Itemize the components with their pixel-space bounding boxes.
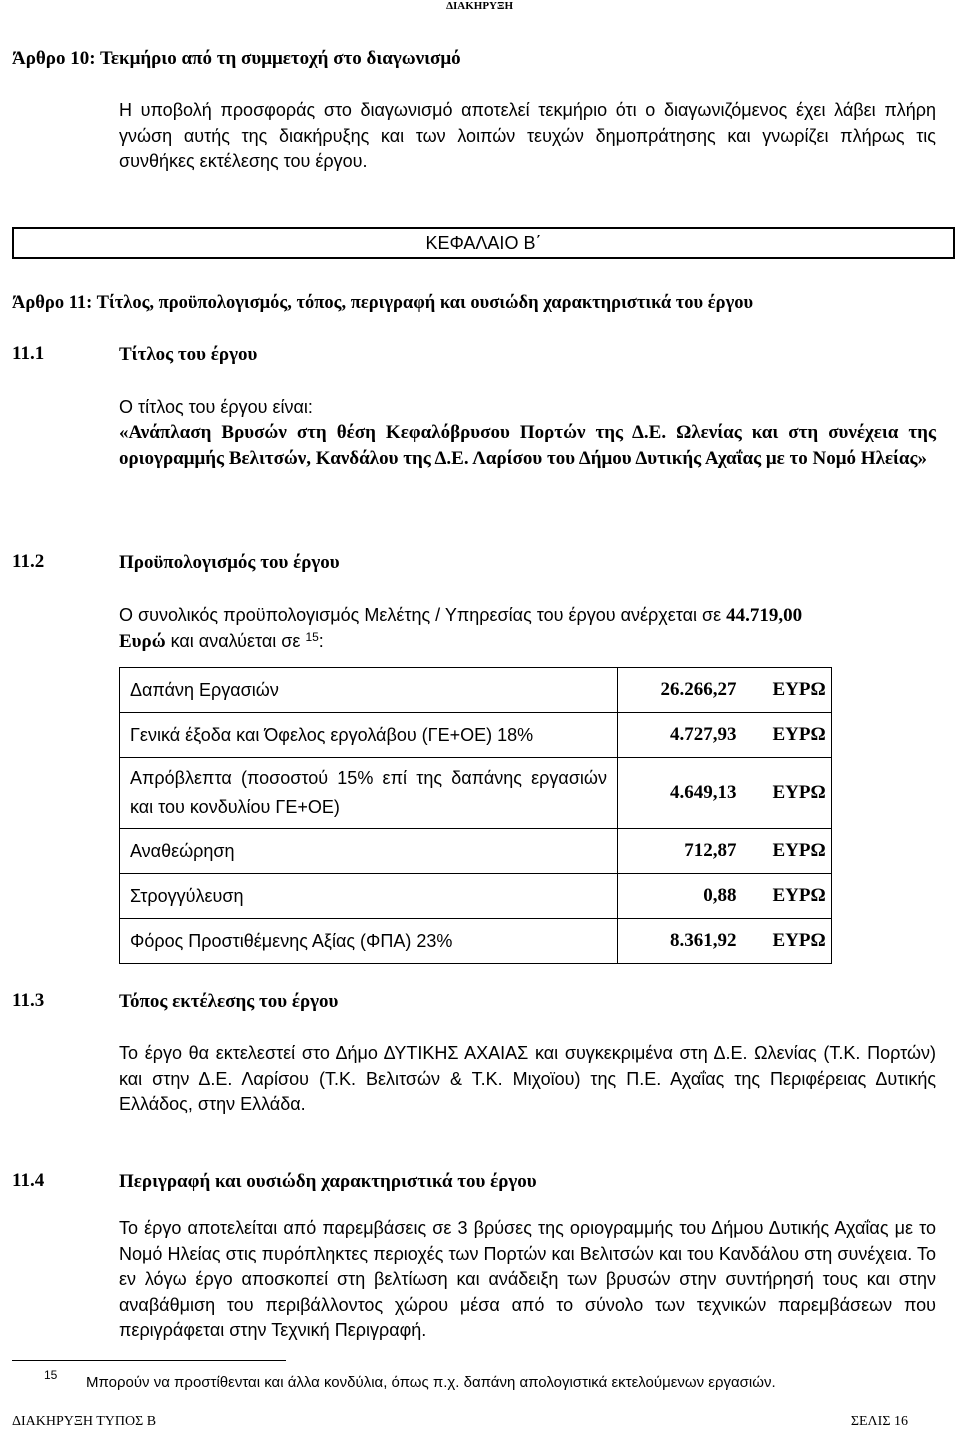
table-row xyxy=(120,874,832,919)
section-11-1-heading: Τίτλος του έργου xyxy=(119,344,258,365)
section-11-3-heading: Τόπος εκτέλεσης του έργου xyxy=(119,991,339,1012)
budget-text-b: και αναλύεται σε xyxy=(165,630,306,651)
article-10-body: Η υποβολή προσφοράς στο διαγωνισμό αποτελεί τεκμήριο ότι ο διαγωνιζόμενος έχει λάβει πλήρη γνώση αυτής της διακήρυξης και των λοιπών τευχών δημοπράτησης και γνωρίζει πλήρως τις συνθήκες εκτέλεσης του έργου. xyxy=(119,100,936,171)
budget-row-amount: 4.727,93 xyxy=(618,713,741,758)
budget-row-amount: 8.361,92 xyxy=(618,919,741,964)
section-11-4-number: 11.4 xyxy=(12,1170,45,1191)
budget-row-amount: 4.649,13 xyxy=(618,758,741,829)
section-11-3-body: Το έργο θα εκτελεστεί στο Δήμο ΔΥΤΙΚΗΣ ΑΧΑΙΑΣ και συγκεκριμένα στη Δ.Ε. Ωλενίας (Τ.Κ. Πορτών) και στην Δ.Ε. Λαρίσου (Τ.Κ. Βελιτσών & Τ.Κ. Μιχοϊου) της Π.Ε. Αχαΐας της Περιφέρειας Δυτικής Ελλάδος, στην Ελλάδα. xyxy=(119,1043,936,1114)
article-11-title: Άρθρο 11: Τίτλος, προϋπολογισμός, τόπος, περιγραφή και ουσιώδη χαρακτηριστικά του έργου xyxy=(12,293,754,313)
budget-row-currency: ΕΥΡΩ xyxy=(741,713,832,758)
budget-row-currency: ΕΥΡΩ xyxy=(741,758,832,829)
section-11-4-body: Το έργο αποτελείται από παρεμβάσεις σε 3 βρύσες της οριογραμμής του Δήμου Δυτικής Αχαΐας με το Νομό Ηλείας στις πυρόπληκτες περιοχές των Πορτών και Βελιτσών και του Κανδάλου στη συνέχεια. Το εν λόγω έργο αποσκοπεί στη βελτίωση και ανάδειξη των βρυσών στην συντήρησή τους και στην αναβάθμιση του περιβάλλοντος χώρου μέσα από το σύνολο των τεχνικών παρεμβάσεων που περιγράφεται στην Τεχνική Περιγραφή. xyxy=(119,1218,936,1340)
footnote-ref: 15 xyxy=(305,629,319,644)
footer-document-type: ΔΙΑΚΗΡΥΞΗ ΤΥΠΟΣ Β xyxy=(12,1414,157,1429)
budget-currency-word: Ευρώ xyxy=(119,630,166,652)
budget-row-label: Φόρος Προστιθέμενης Αξίας (ΦΠΑ) 23% xyxy=(120,919,618,964)
section-11-1-intro: Ο τίτλος του έργου είναι: xyxy=(119,397,313,417)
table-row xyxy=(120,919,832,964)
budget-row-amount: 712,87 xyxy=(618,829,741,874)
chapter-title: ΚΕΦΑΛΑΙΟ Β΄ xyxy=(425,233,542,253)
budget-row-currency: ΕΥΡΩ xyxy=(741,919,832,964)
budget-paragraph xyxy=(119,603,936,654)
budget-row-label: Απρόβλεπτα (ποσοστού 15% επί της δαπάνης εργασιών και του κονδυλίου ΓΕ+ΟΕ) xyxy=(120,758,618,829)
budget-row-amount: 26.266,27 xyxy=(618,668,741,713)
table-row xyxy=(120,758,832,829)
footnote-text: Μπορούν να προστίθενται και άλλα κονδύλια, όπως π.χ. δαπάνη απολογιστικά εκτελούμενων εργασιών. xyxy=(86,1374,776,1391)
budget-text-c: : xyxy=(318,630,324,651)
budget-row-label: Στρογγύλευση xyxy=(120,874,618,919)
budget-total: 44.719,00 xyxy=(726,605,803,626)
budget-row-currency: ΕΥΡΩ xyxy=(741,668,832,713)
budget-table xyxy=(119,667,832,964)
budget-row-currency: ΕΥΡΩ xyxy=(741,874,832,919)
budget-row-label: Γενικά έξοδα και Όφελος εργολάβου (ΓΕ+ΟΕ) 18% xyxy=(120,713,618,758)
budget-row-amount: 0,88 xyxy=(618,874,741,919)
footnote-number: 15 xyxy=(44,1368,58,1382)
table-row xyxy=(120,668,832,713)
project-title: «Ανάπλαση Βρυσών στη θέση Κεφαλόβρυσου Πορτών της Δ.Ε. Ωλενίας και στη συνέχεια της οριογραμμής Βελιτσών, Κανδάλου της Δ.Ε. Λαρίσου του Δήμου Δυτικής Αχαΐας με το Νομό Ηλείας» xyxy=(119,422,936,469)
table-row xyxy=(120,829,832,874)
budget-row-currency: ΕΥΡΩ xyxy=(741,829,832,874)
chapter-box xyxy=(12,227,955,259)
budget-row-label: Αναθεώρηση xyxy=(120,829,618,874)
budget-row-label: Δαπάνη Εργασιών xyxy=(120,668,618,713)
section-11-4-heading: Περιγραφή και ουσιώδη χαρακτηριστικά του έργου xyxy=(119,1171,537,1192)
footer-page-number: ΣΕΛΙΣ 16 xyxy=(850,1414,908,1429)
article-10-title: Άρθρο 10: Τεκμήριο από τη συμμετοχή στο διαγωνισμό xyxy=(12,48,461,69)
page-header: ΔΙΑΚΗΡΥΞΗ xyxy=(446,0,513,12)
section-11-1-number: 11.1 xyxy=(12,343,45,364)
budget-text-a: Ο συνολικός προϋπολογισμός Μελέτης / Υπηρεσίας του έργου ανέρχεται σε xyxy=(119,605,727,625)
footnote-separator xyxy=(12,1360,286,1361)
table-row xyxy=(120,713,832,758)
section-11-3-number: 11.3 xyxy=(12,990,45,1011)
section-11-2-heading: Προϋπολογισμός του έργου xyxy=(119,552,340,573)
section-11-2-number: 11.2 xyxy=(12,551,45,572)
